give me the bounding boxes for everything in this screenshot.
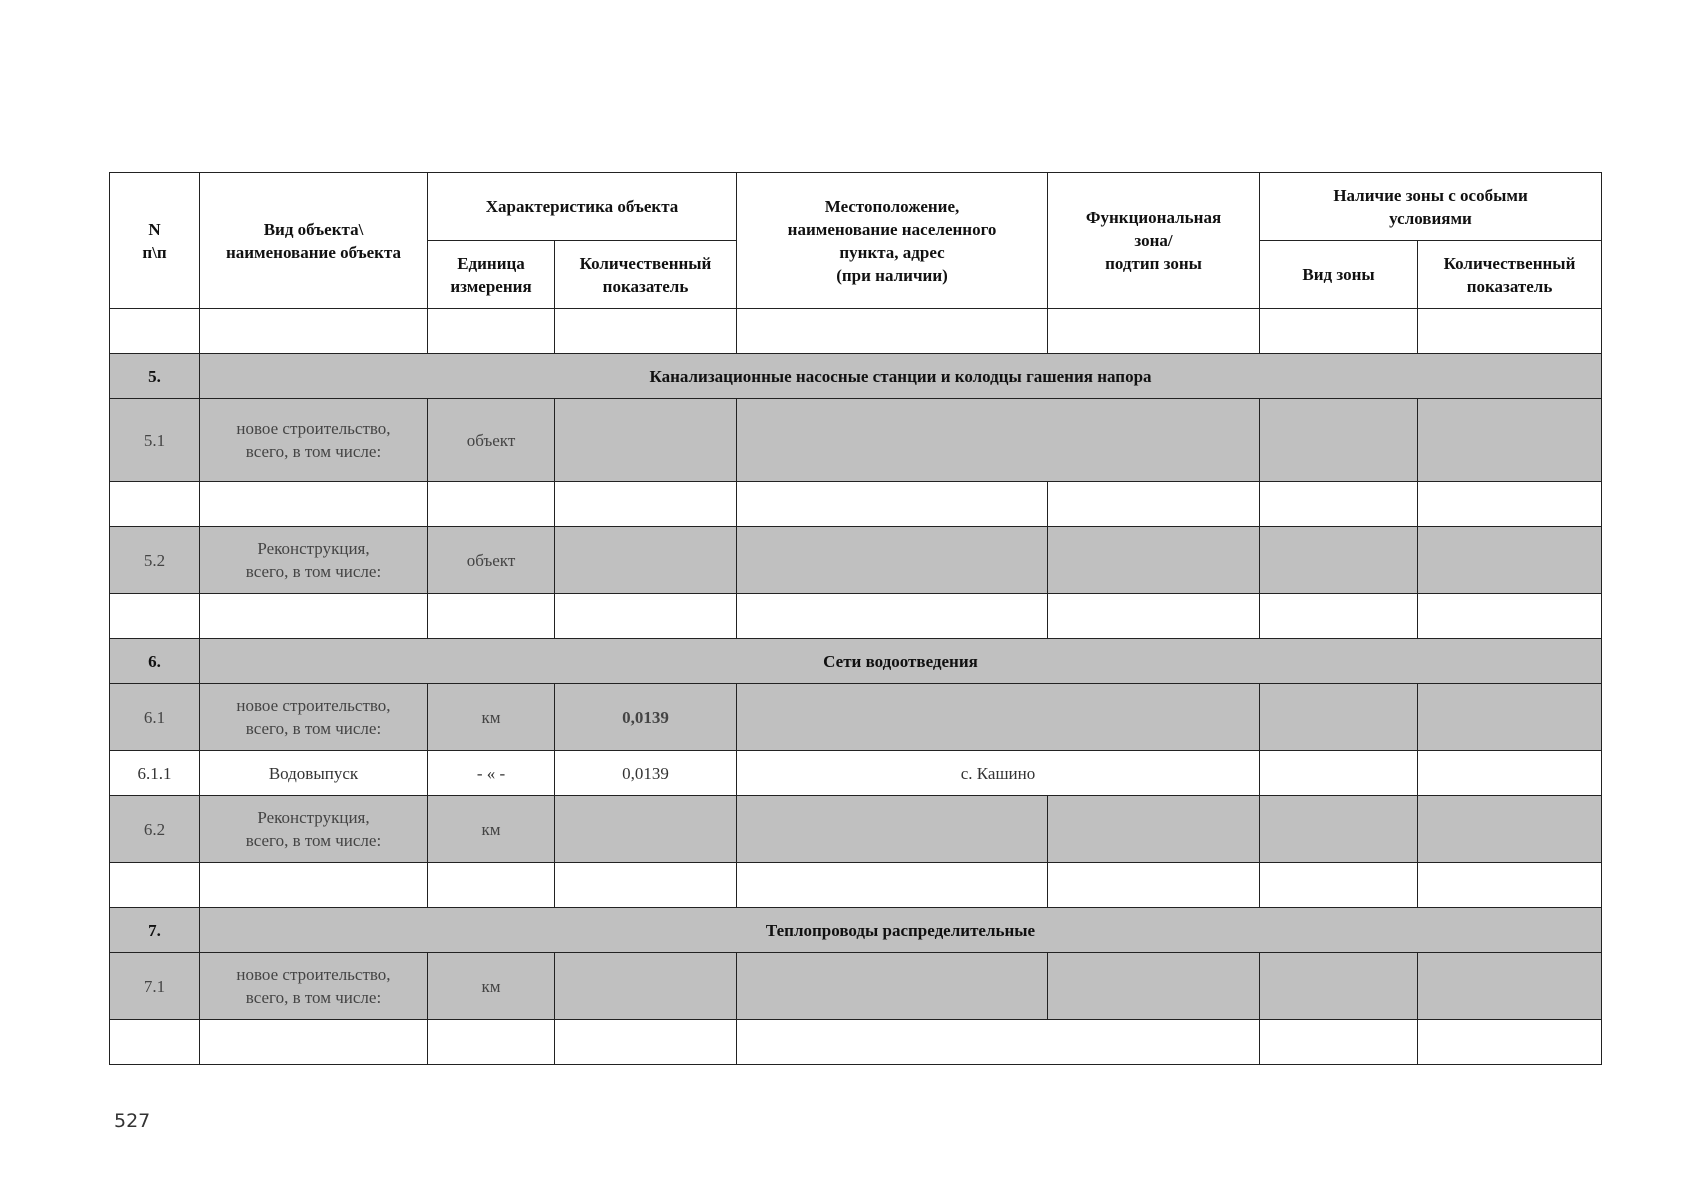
header-characteristics: Характеристика объекта bbox=[428, 173, 737, 241]
row-unit: км bbox=[428, 953, 555, 1020]
objects-table bbox=[109, 172, 1602, 1065]
row-num: 5.1 bbox=[110, 399, 200, 482]
page-number: 527 bbox=[114, 1110, 151, 1132]
header-quantity: Количественный показатель bbox=[555, 241, 737, 309]
row-num: 6.2 bbox=[110, 796, 200, 863]
row-num: 5.2 bbox=[110, 527, 200, 594]
row-unit: км bbox=[428, 796, 555, 863]
table-row bbox=[110, 751, 1602, 796]
section-num: 6. bbox=[110, 639, 200, 684]
header-object-type: Вид объекта\ наименование объекта bbox=[200, 173, 428, 309]
table-row bbox=[110, 863, 1602, 908]
row-name: Реконструкция, всего, в том числе: bbox=[200, 796, 428, 863]
header-zone-type: Вид зоны bbox=[1260, 241, 1418, 309]
row-quantity bbox=[555, 527, 737, 594]
row-quantity bbox=[555, 953, 737, 1020]
row-name: новое строительство, всего, в том числе: bbox=[200, 399, 428, 482]
table-row bbox=[110, 399, 1602, 482]
row-name: новое строительство, всего, в том числе: bbox=[200, 684, 428, 751]
table-row bbox=[110, 527, 1602, 594]
row-quantity bbox=[555, 796, 737, 863]
table-row bbox=[110, 482, 1602, 527]
row-unit: км bbox=[428, 684, 555, 751]
section-num: 7. bbox=[110, 908, 200, 953]
section-row-6 bbox=[110, 639, 1602, 684]
header-unit: Единица измерения bbox=[428, 241, 555, 309]
section-row-7 bbox=[110, 908, 1602, 953]
row-unit: - « - bbox=[428, 751, 555, 796]
row-unit: объект bbox=[428, 527, 555, 594]
section-row-5 bbox=[110, 354, 1602, 399]
header-zone-quantity: Количественный показатель bbox=[1418, 241, 1602, 309]
row-name: Реконструкция, всего, в том числе: bbox=[200, 527, 428, 594]
row-num: 7.1 bbox=[110, 953, 200, 1020]
table-row bbox=[110, 309, 1602, 354]
row-quantity: 0,0139 bbox=[555, 684, 737, 751]
table-row bbox=[110, 594, 1602, 639]
header-location: Местоположение, наименование населенного пункта, адрес (при наличии) bbox=[737, 173, 1048, 309]
section-title: Канализационные насосные станции и колодцы гашения напора bbox=[200, 354, 1602, 399]
table-row bbox=[110, 953, 1602, 1020]
header-num: N п\п bbox=[110, 173, 200, 309]
table-row bbox=[110, 1020, 1602, 1065]
table-row bbox=[110, 796, 1602, 863]
section-num: 5. bbox=[110, 354, 200, 399]
row-location: с. Кашино bbox=[737, 751, 1260, 796]
header-special-zone: Наличие зоны с особыми условиями bbox=[1260, 173, 1602, 241]
row-location bbox=[737, 684, 1260, 751]
row-location bbox=[737, 399, 1260, 482]
section-title: Сети водоотведения bbox=[200, 639, 1602, 684]
row-num: 6.1 bbox=[110, 684, 200, 751]
table-row bbox=[110, 684, 1602, 751]
row-name: Водовыпуск bbox=[200, 751, 428, 796]
row-quantity bbox=[555, 399, 737, 482]
row-unit: объект bbox=[428, 399, 555, 482]
row-quantity: 0,0139 bbox=[555, 751, 737, 796]
row-name: новое строительство, всего, в том числе: bbox=[200, 953, 428, 1020]
header-functional-zone: Функциональная зона/ подтип зоны bbox=[1048, 173, 1260, 309]
section-title: Теплопроводы распределительные bbox=[200, 908, 1602, 953]
row-num: 6.1.1 bbox=[110, 751, 200, 796]
